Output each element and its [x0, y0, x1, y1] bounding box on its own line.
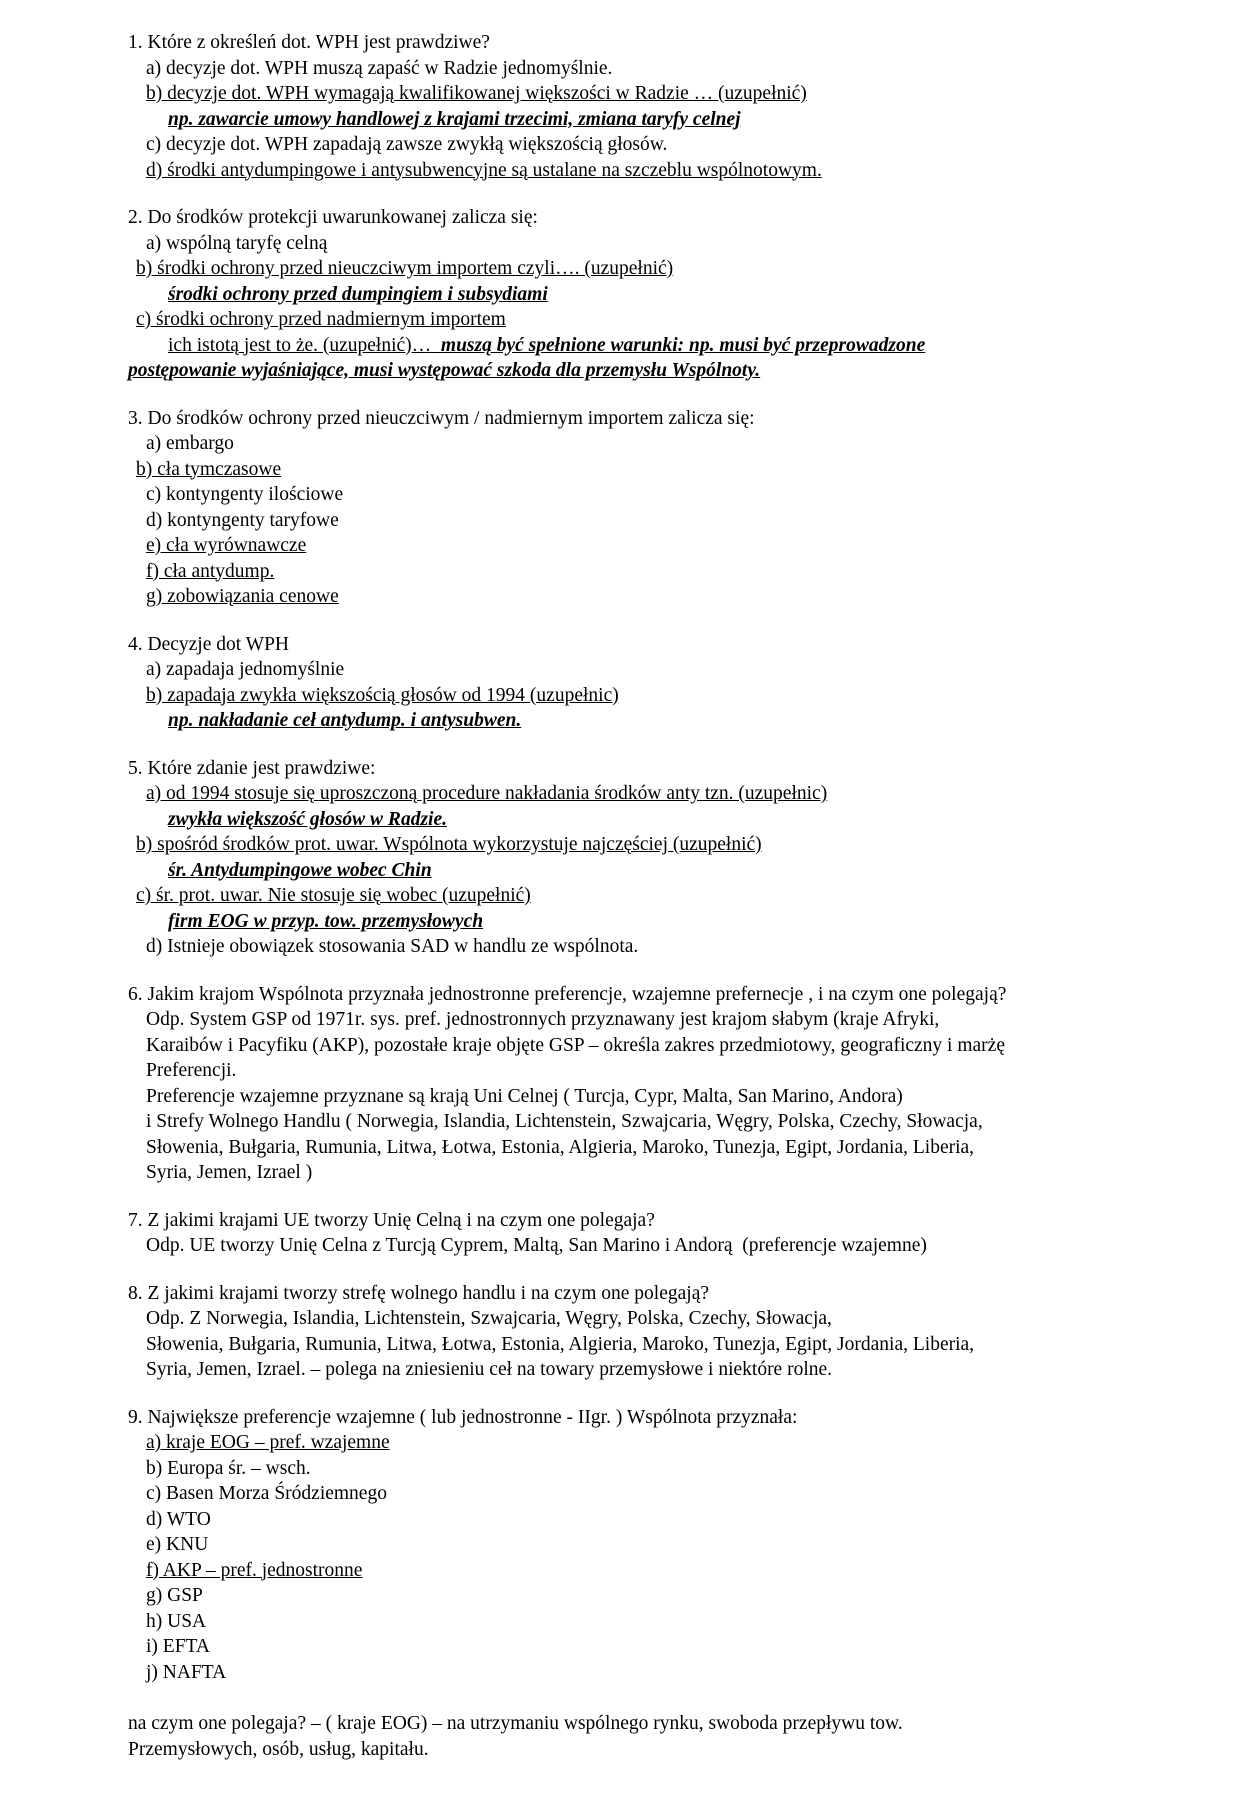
answer-line: [128, 457, 1170, 483]
answer-line-text: Syria, Jemen, Izrael. – polega na zniesieniu ceł na towary przemysłowe i niektóre rolne.: [146, 1359, 833, 1380]
question-text: Największe preferencje wzajemne ( lub jednostronne - IIgr. ) Wspólnota przyznała:: [147, 1406, 798, 1428]
question-text: Z jakimi krajami UE tworzy Unię Celną i na czym one polegaja?: [147, 1209, 655, 1231]
question-number: 7.: [128, 1209, 143, 1231]
question-text: Które z określeń dot. WPH jest prawdziwe?: [147, 32, 490, 53]
question-number: 6.: [128, 983, 143, 1005]
answer-line: [128, 1583, 1170, 1609]
answer-line: [128, 832, 1170, 858]
answer-line-text: c) Basen Morza Śródziemnego: [146, 1483, 387, 1504]
question-block: [128, 1405, 1170, 1686]
answer-line: [128, 1507, 1170, 1533]
answer-line: [128, 1558, 1170, 1584]
answer-line: [128, 358, 1170, 384]
question-text: Do środków protekcji uwarunkowanej zalicza się:: [147, 207, 538, 228]
answer-line: [128, 781, 1170, 807]
answer-line-text: c) środki ochrony przed nadmiernym importem: [136, 309, 506, 330]
answer-line-text: d) WTO: [146, 1508, 211, 1530]
answer-line-text: śr. Antydumpingowe wobec Chin: [168, 859, 432, 881]
answer-line-text: firm EOG w przyp. tow. przemysłowych: [168, 910, 484, 932]
question-number: 4.: [128, 633, 143, 655]
answer-line-text: postępowanie wyjaśniające, musi występować szkoda dla przemysłu Wspólnoty.: [128, 360, 761, 381]
answer-line: [128, 1609, 1170, 1635]
answer-line-text: b) środki ochrony przed nieuczciwym importem czyli…. (uzupełnić): [136, 258, 674, 279]
question-block: [128, 632, 1170, 734]
answer-line: [128, 508, 1170, 534]
answer-line-text: e) KNU: [146, 1534, 209, 1555]
answer-line: [128, 934, 1170, 960]
closing-paragraph: [128, 1711, 1170, 1762]
answer-line: [128, 482, 1170, 508]
answer-line: [128, 1109, 1170, 1135]
question-number: 3.: [128, 407, 143, 429]
answer-line: [128, 807, 1170, 833]
question-number: 2.: [128, 207, 143, 228]
answer-line-text: b) decyzje dot. WPH wymagają kwalifikowanej większości w Radzie … (uzupełnić): [146, 83, 807, 104]
answer-line: [128, 883, 1170, 909]
question-block: [128, 1208, 1170, 1259]
answer-line-text: np. nakładanie ceł antydump. i antysubwen.: [168, 710, 522, 731]
answer-line-text: a) wspólną taryfę celną: [146, 232, 328, 254]
question-prompt: [128, 205, 1170, 231]
answer-line-text: f) cła antydump.: [146, 560, 275, 582]
question-number: 1.: [128, 32, 143, 53]
answer-line-text: b) Europa śr. – wsch.: [146, 1457, 311, 1479]
answer-line: [128, 559, 1170, 585]
answer-line-text: f) AKP – pref. jednostronne: [146, 1559, 363, 1581]
answer-line: [128, 1430, 1170, 1456]
answer-line-text: g) GSP: [146, 1585, 203, 1606]
answer-line: [128, 132, 1170, 158]
answer-line: [128, 307, 1170, 333]
answer-line: [128, 1634, 1170, 1660]
answer-line-text: a) kraje EOG – pref. wzajemne: [146, 1432, 390, 1453]
answer-line: [128, 1135, 1170, 1161]
answer-line-text: Preferencji.: [146, 1060, 237, 1081]
closing-line: na czym one polegaja? – ( kraje EOG) – na utrzymaniu wspólnego rynku, swoboda przepływu tow.: [128, 1713, 903, 1734]
answer-line-text: c) kontyngenty ilościowe: [146, 484, 344, 505]
answer-line: [128, 1357, 1170, 1383]
question-block: [128, 756, 1170, 960]
question-block: [128, 1281, 1170, 1383]
answer-line: [128, 56, 1170, 82]
question-text: Z jakimi krajami tworzy strefę wolnego handlu i na czym one polegają?: [147, 1282, 710, 1304]
answer-line: [128, 858, 1170, 884]
answer-line: [128, 256, 1170, 282]
answer-line-text: Słowenia, Bułgaria, Rumunia, Litwa, Łotwa, Estonia, Algieria, Maroko, Tunezja, Egipt, Jordania, Liberia,: [146, 1136, 975, 1158]
answer-line: [128, 282, 1170, 308]
question-text: Które zdanie jest prawdziwe:: [147, 757, 376, 779]
answer-line: [128, 708, 1170, 734]
answer-line-text: h) USA: [146, 1610, 207, 1632]
answer-line-text: a) embargo: [146, 433, 234, 454]
answer-line: [128, 333, 1170, 359]
answer-line-text: d) kontyngenty taryfowe: [146, 509, 339, 531]
answer-line: [128, 1306, 1170, 1332]
answer-line: [128, 158, 1170, 184]
answer-line-text: b) zapadaja zwykła większością głosów od 1994 (uzupełnic): [146, 684, 619, 706]
answer-line: [128, 1660, 1170, 1686]
question-text: Jakim krajom Wspólnota przyznała jednostronne preferencje, wzajemne prefernecje , i na czym one polegają?: [147, 983, 1007, 1005]
answer-line-text: i Strefy Wolnego Handlu ( Norwegia, Islandia, Lichtenstein, Szwajcaria, Węgry, Polska, Czechy, Słowacja,: [146, 1111, 983, 1132]
question-number: 8.: [128, 1282, 143, 1304]
answer-line: [128, 657, 1170, 683]
answer-line: [128, 107, 1170, 133]
answer-line-text: c) śr. prot. uwar. Nie stosuje się wobec (uzupełnić): [136, 885, 531, 906]
answer-line-text: a) decyzje dot. WPH muszą zapaść w Radzie jednomyślnie.: [146, 57, 613, 79]
question-number: 9.: [128, 1406, 143, 1428]
answer-line-text: Karaibów i Pacyfiku (AKP), pozostałe kraje objęte GSP – określa zakres przedmiotowy, geograficzny i marżę: [146, 1034, 1005, 1056]
answer-line: [128, 1084, 1170, 1110]
answer-line: [128, 431, 1170, 457]
question-prompt: [128, 982, 1170, 1008]
answer-line-text: Preferencje wzajemne przyznane są krają Uni Celnej ( Turcja, Cypr, Malta, San Marino, Andora): [146, 1085, 903, 1107]
closing-line: Przemysłowych, osób, usług, kapitału.: [128, 1738, 429, 1760]
question-text: Decyzje dot WPH: [147, 633, 290, 655]
answer-line: [128, 1033, 1170, 1059]
answer-line: [128, 584, 1170, 610]
question-block: [128, 982, 1170, 1186]
answer-line-part: ich istotą jest to że. (uzupełnić)…: [168, 334, 432, 356]
answer-line-text: Syria, Jemen, Izrael ): [146, 1162, 313, 1183]
question-prompt: [128, 632, 1170, 658]
answer-line-text: g) zobowiązania cenowe: [146, 586, 339, 607]
answer-line: [128, 1481, 1170, 1507]
answer-line-text: Odp. System GSP od 1971r. sys. pref. jednostronnych przyznawany jest krajom słabym (kraje Afryki,: [146, 1009, 940, 1030]
answer-line: [128, 533, 1170, 559]
question-list: [128, 30, 1170, 1685]
answer-line-text: d) środki antydumpingowe i antysubwencyjne są ustalane na szczeblu wspólnotowym.: [146, 159, 822, 181]
answer-line: [128, 683, 1170, 709]
answer-line-text: a) od 1994 stosuje się uproszczoną procedure nakładania środków anty tzn. (uzupełnic): [146, 783, 828, 804]
answer-line-text: np. zawarcie umowy handlowej z krajami trzecimi, zmiana taryfy celnej: [168, 108, 741, 130]
answer-line-part-emphasis: muszą być spełnione warunki: np. musi być przeprowadzone: [431, 334, 926, 356]
answer-line-text: Odp. UE tworzy Unię Celna z Turcją Cyprem, Maltą, San Marino i Andorą (preferencje wzajemne): [146, 1235, 927, 1256]
question-prompt: [128, 756, 1170, 782]
answer-line: [128, 1456, 1170, 1482]
answer-line-text: e) cła wyrównawcze: [146, 535, 307, 556]
question-prompt: [128, 1208, 1170, 1234]
answer-line-text: j) NAFTA: [146, 1661, 227, 1683]
answer-line: [128, 1233, 1170, 1259]
answer-line-text: c) decyzje dot. WPH zapadają zawsze zwykłą większością głosów.: [146, 134, 668, 155]
answer-line-text: środki ochrony przed dumpingiem i subsydiami: [168, 283, 548, 305]
answer-line-text: b) cła tymczasowe: [136, 458, 282, 480]
question-block: [128, 30, 1170, 183]
answer-line-text: Odp. Z Norwegia, Islandia, Lichtenstein, Szwajcaria, Węgry, Polska, Czechy, Słowacja,: [146, 1308, 832, 1329]
question-prompt: [128, 1405, 1170, 1431]
answer-line: [128, 231, 1170, 257]
answer-line: [128, 1332, 1170, 1358]
answer-line-text: b) spośród środków prot. uwar. Wspólnota wykorzystuje najczęściej (uzupełnić): [136, 834, 762, 855]
answer-line-text: i) EFTA: [146, 1636, 210, 1657]
question-prompt: [128, 1281, 1170, 1307]
answer-line: [128, 81, 1170, 107]
answer-line-text: zwykła większość głosów w Radzie.: [168, 808, 447, 830]
answer-line: [128, 1532, 1170, 1558]
answer-line-text: a) zapadaja jednomyślnie: [146, 659, 345, 680]
question-block: [128, 205, 1170, 384]
answer-line-text: Słowenia, Bułgaria, Rumunia, Litwa, Łotwa, Estonia, Algieria, Maroko, Tunezja, Egipt, Jordania, Liberia,: [146, 1333, 975, 1355]
question-number: 5.: [128, 757, 143, 779]
question-prompt: [128, 30, 1170, 56]
answer-line: [128, 1160, 1170, 1186]
question-prompt: [128, 406, 1170, 432]
answer-line: [128, 909, 1170, 935]
answer-line: [128, 1007, 1170, 1033]
answer-line-text: d) Istnieje obowiązek stosowania SAD w handlu ze wspólnota.: [146, 936, 639, 957]
answer-line: [128, 1058, 1170, 1084]
question-block: [128, 406, 1170, 610]
question-text: Do środków ochrony przed nieuczciwym / nadmiernym importem zalicza się:: [147, 407, 755, 429]
